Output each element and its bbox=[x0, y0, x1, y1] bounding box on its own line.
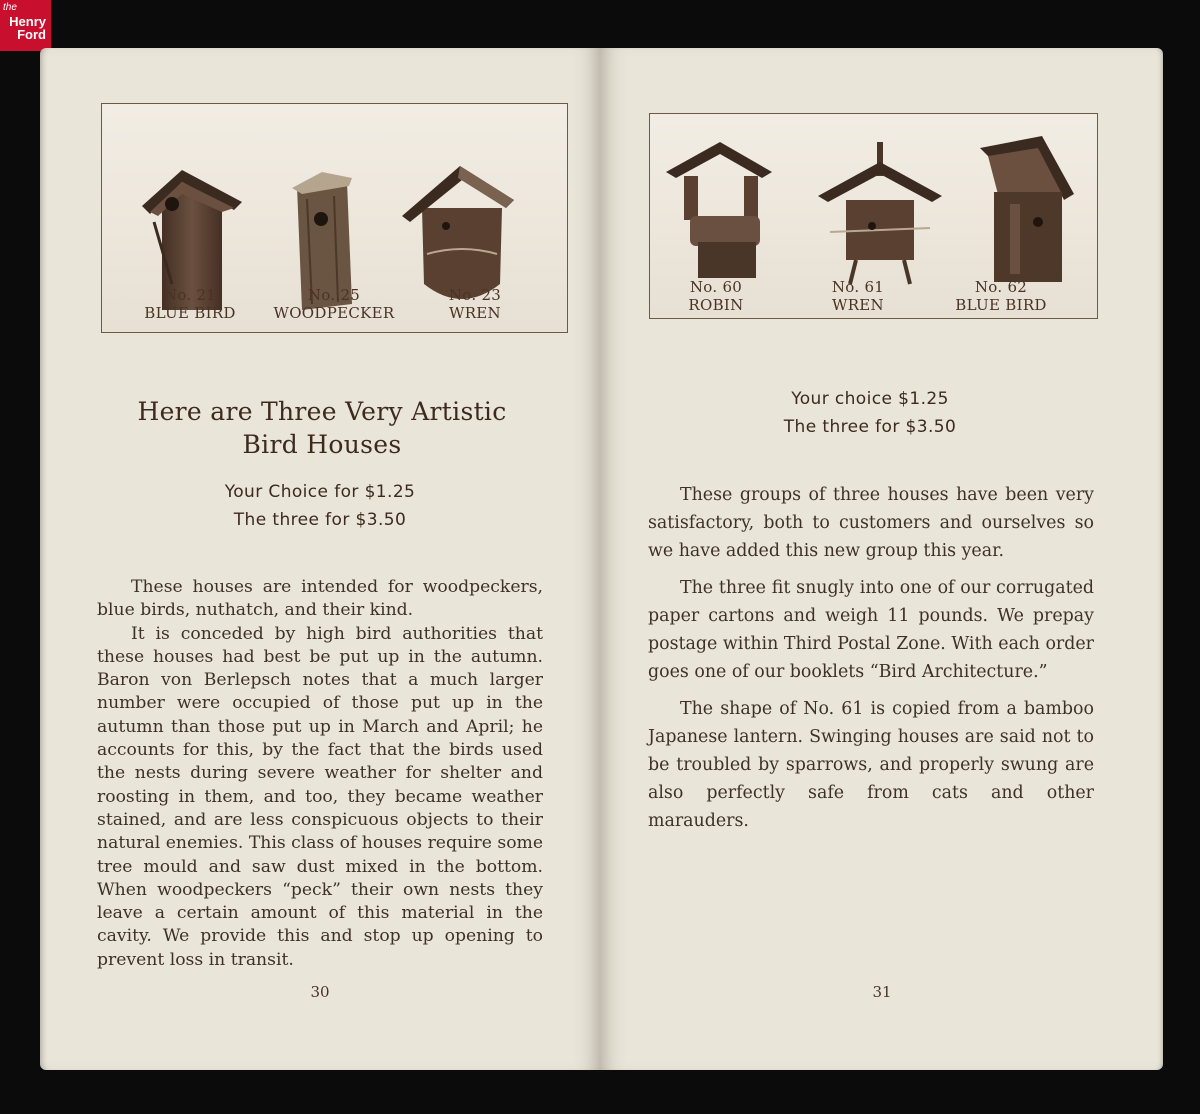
birdhouse-no60-icon bbox=[666, 142, 772, 278]
right-page bbox=[600, 48, 1163, 1070]
price-block bbox=[720, 385, 1020, 441]
caption-number: No. 23 bbox=[448, 286, 502, 304]
paragraph-2: It is conceded by high bird authorities that these houses had best be put up in the autumn. Baron von Berlepsch notes that a much larger number were occupied of those put up in the autumn than those put up in March and April; he accounts for this, by the fact that the birds used the nests during severe weather for shelter and roosting in them, and too, they became weather stained, and are less conspicuous objects to their natural enemies. This class of houses require some tree mould and saw dust mixed in the bottom. When woodpeckers “peck” their own nests they leave a certain amount of this material in the cavity. We provide this and stop up opening to prevent loss in transit. bbox=[97, 623, 544, 970]
caption-name: BLUE BIRD bbox=[144, 304, 236, 322]
caption-number: No. 25 bbox=[307, 286, 361, 304]
price-three: The three for $3.50 bbox=[783, 417, 957, 437]
price-block bbox=[130, 478, 510, 534]
caption-name: WREN bbox=[832, 296, 884, 314]
logo-text-ford: Ford bbox=[17, 27, 46, 42]
heading-line-1: Here are Three Very Artistic bbox=[137, 397, 507, 426]
body-text-left bbox=[97, 576, 543, 972]
paragraph-3: The shape of No. 61 is copied from a bamboo Japanese lantern. Swinging houses are said not to be troubled by sparrows, and properly swung are also perfectly safe from cats and other marauders. bbox=[648, 699, 1094, 831]
caption-no25 bbox=[265, 286, 403, 322]
page-heading bbox=[80, 395, 564, 461]
caption-no23 bbox=[420, 286, 530, 322]
birdhouse-no62-icon bbox=[980, 136, 1074, 282]
caption-no62 bbox=[936, 278, 1066, 314]
birdhouse-no61-icon bbox=[818, 142, 942, 284]
caption-name: ROBIN bbox=[688, 296, 744, 314]
caption-no60 bbox=[666, 278, 766, 314]
left-page bbox=[40, 48, 600, 1070]
paragraph-1: These houses are intended for woodpeckers, blue birds, nuthatch, and their kind. bbox=[97, 577, 543, 621]
price-choice: Your Choice for $1.25 bbox=[224, 482, 416, 502]
caption-no21 bbox=[130, 286, 250, 322]
caption-name: WREN bbox=[449, 304, 501, 322]
caption-no61 bbox=[808, 278, 908, 314]
page-number: 31 bbox=[872, 983, 892, 1001]
paragraph-2: The three fit snugly into one of our corrugated paper cartons and weigh 11 pounds. We prepay postage within Third Postal Zone. With each order goes one of our booklets “Bird Architecture.” bbox=[648, 578, 1094, 682]
heading-line-2: Bird Houses bbox=[242, 430, 402, 459]
price-three: The three for $3.50 bbox=[233, 510, 407, 530]
logo-text-the: the bbox=[3, 2, 17, 13]
caption-number: No. 60 bbox=[689, 278, 743, 296]
price-choice: Your choice $1.25 bbox=[791, 389, 949, 409]
henry-ford-logo bbox=[0, 0, 51, 51]
caption-name: WOODPECKER bbox=[273, 304, 395, 322]
paragraph-1: These groups of three houses have been very satisfactory, both to customers and ourselves so we have added this new group this year. bbox=[648, 485, 1094, 561]
caption-number: No. 21 bbox=[163, 286, 217, 304]
body-text-right bbox=[648, 481, 1094, 844]
caption-number: No. 61 bbox=[831, 278, 885, 296]
page-number: 30 bbox=[310, 983, 330, 1001]
caption-name: BLUE BIRD bbox=[955, 296, 1047, 314]
birdhouse-no23-icon bbox=[402, 166, 514, 299]
caption-number: No. 62 bbox=[974, 278, 1028, 296]
logo-text-henry: Henry bbox=[9, 14, 46, 29]
